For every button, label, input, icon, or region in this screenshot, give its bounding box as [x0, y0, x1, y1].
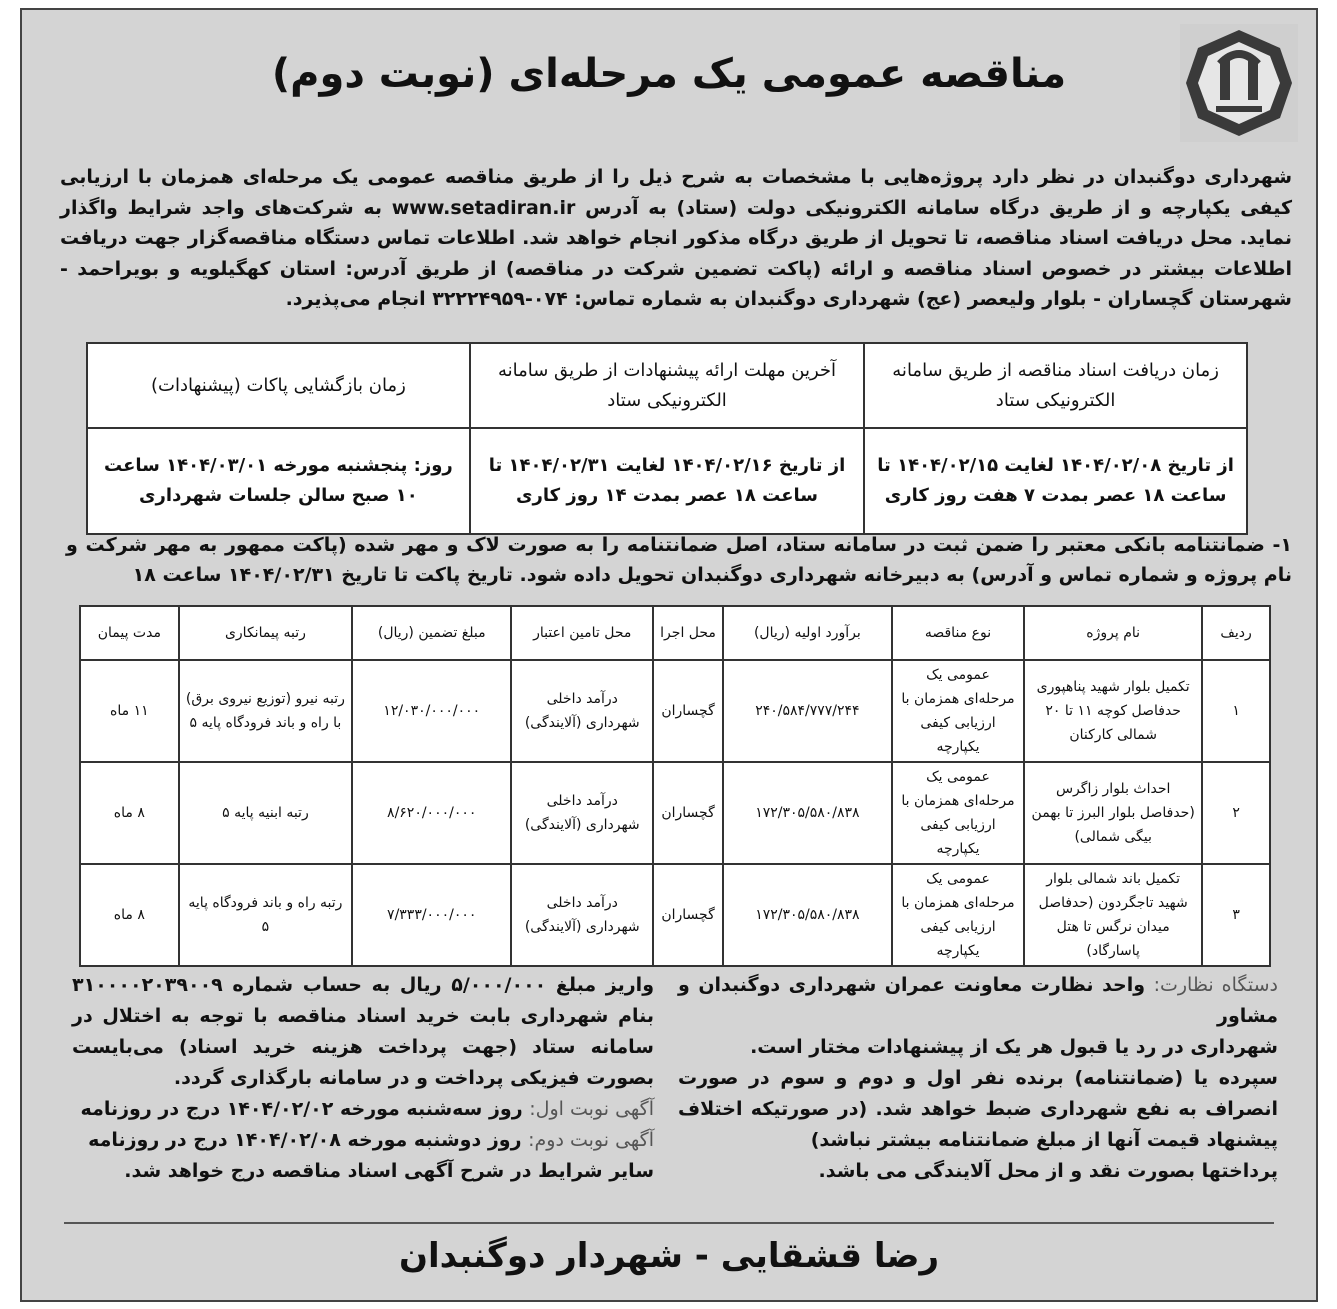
projects-table: [79, 605, 1271, 967]
cell-grade: رتبه نیرو (توزیع نیروی برق) با راه و باند فرودگاه پایه ۵: [179, 660, 352, 762]
col-header-grade: رتبه پیمانکاری: [179, 606, 352, 660]
cell-duration: ۸ ماه: [80, 762, 179, 864]
cell-project: احداث بلوار زاگرس (حدفاصل بلوار البرز تا بهمن بیگی شمالی): [1024, 762, 1202, 864]
table-row: [80, 660, 1270, 762]
schedule-value-documents: از تاریخ ۱۴۰۴/۰۲/۰۸ لغایت ۱۴۰۴/۰۲/۱۵ تا ساعت ۱۸ عصر بمدت ۷ هفت روز کاری: [864, 428, 1247, 534]
supervision-label: دستگاه نظارت:: [1153, 974, 1278, 996]
supervision-paragraph: [678, 970, 1278, 1032]
cell-estimate: ۱۷۲/۳۰۵/۵۸۰/۸۳۸: [723, 762, 892, 864]
payment-paragraph: واریز مبلغ ۵/۰۰۰/۰۰۰ ریال به حساب شماره ۳۱۰۰۰۰۲۰۳۹۰۰۹ بنام شهرداری بابت خرید اسناد مناقصه با توجه به اختلال در سامانه ستاد (جهت پرداخت هزینه خرید اسناد) می‌بایست بصورت فیزیکی پرداخت و در سامانه بارگذاری گردد.: [72, 974, 655, 1089]
cell-type: عمومی یک مرحله‌ای همزمان با ارزیابی کیفی یکپارچه: [892, 762, 1024, 864]
col-header-row: ردیف: [1202, 606, 1270, 660]
col-header-type: نوع مناقصه: [892, 606, 1024, 660]
other-conditions: سایر شرایط در شرح آگهی اسناد مناقصه درج خواهد شد.: [124, 1160, 654, 1182]
cell-row: ۲: [1202, 762, 1270, 864]
cell-guarantee: ۱۲/۰۳۰/۰۰۰/۰۰۰: [352, 660, 511, 762]
col-header-estimate: برآورد اولیه (ریال): [723, 606, 892, 660]
cell-grade: رتبه راه و باند فرودگاه پایه ۵: [179, 864, 352, 966]
cell-row: ۱: [1202, 660, 1270, 762]
cell-duration: ۸ ماه: [80, 864, 179, 966]
col-header-guarantee: مبلغ تضمین (ریال): [352, 606, 511, 660]
signature: رضا قشقایی - شهردار دوگنبدان: [398, 1236, 940, 1276]
cell-location: گچساران: [653, 762, 723, 864]
cell-project: تکمیل بلوار شهید پناهپوری حدفاصل کوچه ۱۱ تا ۲۰ شمالی کارکنان: [1024, 660, 1202, 762]
cell-location: گچساران: [653, 660, 723, 762]
intro-paragraph: شهرداری دوگنبدان در نظر دارد پروژه‌هایی با مشخصات به شرح ذیل را از طریق مناقصه عمومی یک مرحله‌ای همزمان با ارزیابی کیفی یکپارچه و از طریق درگاه سامانه الکترونیکی دولت (ستاد) به آدرس www.setadiran.ir به شرکت‌های واجد شرایط واگذار نماید. محل دریافت اسناد مناقصه، تا تحویل از طریق درگاه مذکور انجام خواهد شد. اطلاعات تماس دستگاه مناقصه‌گزار جهت دریافت اطلاعات بیشتر در خصوص اسناد مناقصه و ارائه (پاکت تضمین شرکت در مناقصه) از طریق آدرس: استان کهگیلویه و بویراحمد - شهرستان گچساران - بلوار ولیعصر (عج) شهرداری دوگنبدان به شماره تماس: ۰۷۴-۳۲۲۲۴۹۵۹ انجام می‌پذیرد.: [60, 166, 1292, 310]
schedule-value-opening: روز: پنجشنبه مورخه ۱۴۰۴/۰۳/۰۱ ساعت ۱۰ صبح سالن جلسات شهرداری: [87, 428, 470, 534]
cell-row: ۳: [1202, 864, 1270, 966]
rights-paragraph: شهرداری در رد یا قبول هر یک از پیشنهادات مختار است.: [750, 1036, 1278, 1058]
deposit-paragraph: سپرده یا (ضمانتنامه) برنده نفر اول و دوم و سوم در صورت انصراف به نفع شهرداری ضبط خواهد شد. (در صورتیکه اختلاف پیشنهاد قیمت آنها از مبلغ ضمانتنامه بیشتر نباشد): [678, 1067, 1278, 1151]
divider: [64, 1222, 1274, 1224]
col-header-location: محل اجرا: [653, 606, 723, 660]
cell-funding: درآمد داخلی شهرداری (آلایندگی): [511, 864, 653, 966]
ad-second-text: روز دوشنبه مورخه ۱۴۰۴/۰۲/۰۸ درج در روزنامه: [88, 1129, 522, 1151]
cell-duration: ۱۱ ماه: [80, 660, 179, 762]
guarantee-note: ۱- ضمانتنامه بانکی معتبر را ضمن ثبت در سامانه ستاد، اصل ضمانتنامه را به صورت لاک و مهر شده (پاکت ممهور به مهر شرکت و نام پروژه و شماره تماس و آدرس) به دبیرخانه شهرداری دوگنبدان تحویل داده شود. تاریخ پاکت تا تاریخ ۱۴۰۴/۰۲/۳۱ ساعت ۱۸: [66, 534, 1292, 586]
col-header-funding: محل تامین اعتبار: [511, 606, 653, 660]
ad-second-label: آگهی نوبت دوم:: [528, 1129, 654, 1151]
table-row: [80, 864, 1270, 966]
cell-location: گچساران: [653, 864, 723, 966]
page-title: مناقصه عمومی یک مرحله‌ای (نوبت دوم): [271, 51, 1067, 97]
cell-guarantee: ۸/۶۲۰/۰۰۰/۰۰۰: [352, 762, 511, 864]
ad-second-line: [72, 1125, 654, 1156]
payment-column: [72, 970, 654, 1187]
cell-estimate: ۲۴۰/۵۸۴/۷۷۷/۲۴۴: [723, 660, 892, 762]
supervision-text: واحد نظارت معاونت عمران شهرداری دوگنبدان و مشاور: [678, 974, 1278, 1027]
table-row: [80, 762, 1270, 864]
payment-method-paragraph: پرداختها بصورت نقد و از محل آلایندگی می باشد.: [818, 1160, 1278, 1182]
ad-first-line: [72, 1094, 654, 1125]
cell-grade: رتبه ابنیه پایه ۵: [179, 762, 352, 864]
cell-type: عمومی یک مرحله‌ای همزمان با ارزیابی کیفی یکپارچه: [892, 864, 1024, 966]
schedule-header-documents: زمان دریافت اسناد مناقصه از طریق سامانه الکترونیکی ستاد: [864, 343, 1247, 428]
cell-project: تکمیل باند شمالی بلوار شهید تاجگردون (حدفاصل میدان نرگس تا هتل پاسارگاد): [1024, 864, 1202, 966]
schedule-header-opening: زمان بازگشایی پاکات (پیشنهادات): [87, 343, 470, 428]
cell-type: عمومی یک مرحله‌ای همزمان با ارزیابی کیفی یکپارچه: [892, 660, 1024, 762]
ad-first-text: روز سه‌شنبه مورخه ۱۴۰۴/۰۲/۰۲ درج در روزنامه: [80, 1098, 523, 1120]
col-header-project: نام پروژه: [1024, 606, 1202, 660]
cell-funding: درآمد داخلی شهرداری (آلایندگی): [511, 660, 653, 762]
tender-notice: [20, 8, 1318, 1302]
schedule-header-deadline: آخرین مهلت ارائه پیشنهادات از طریق سامانه الکترونیکی ستاد: [470, 343, 864, 428]
conditions-column: [678, 970, 1278, 1187]
schedule-table: [86, 342, 1248, 535]
col-header-duration: مدت پیمان: [80, 606, 179, 660]
schedule-value-deadline: از تاریخ ۱۴۰۴/۰۲/۱۶ لغایت ۱۴۰۴/۰۲/۳۱ تا ساعت ۱۸ عصر بمدت ۱۴ روز کاری: [470, 428, 864, 534]
ad-first-label: آگهی نوبت اول:: [529, 1098, 654, 1120]
cell-guarantee: ۷/۳۳۳/۰۰۰/۰۰۰: [352, 864, 511, 966]
cell-estimate: ۱۷۲/۳۰۵/۵۸۰/۸۳۸: [723, 864, 892, 966]
cell-funding: درآمد داخلی شهرداری (آلایندگی): [511, 762, 653, 864]
